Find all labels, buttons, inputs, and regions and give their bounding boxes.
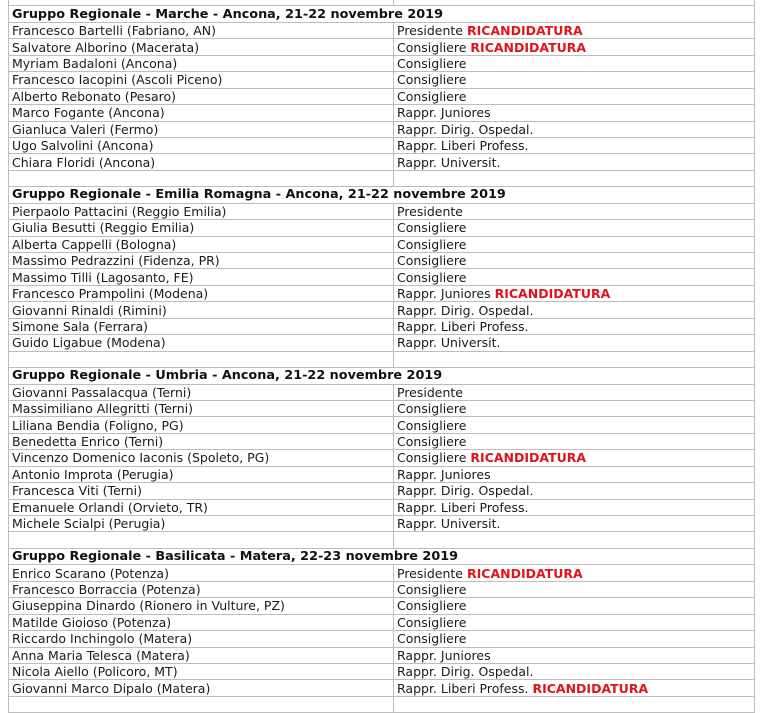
ricandidatura-badge: RICANDIDATURA xyxy=(470,450,587,466)
member-row xyxy=(9,22,755,38)
member-role: Rappr. Universit. xyxy=(397,335,501,351)
empty-cell xyxy=(9,351,394,367)
ricandidatura-badge: RICANDIDATURA xyxy=(532,680,649,696)
member-name: Simone Sala (Ferrara) xyxy=(9,318,394,334)
member-role-cell xyxy=(394,499,755,515)
group-header-row xyxy=(9,187,755,203)
member-name: Massimiliano Allegritti (Terni) xyxy=(9,400,394,416)
member-name: Pierpaolo Pattacini (Reggio Emilia) xyxy=(9,203,394,219)
member-row xyxy=(9,466,755,482)
member-role: Presidente xyxy=(397,384,463,400)
member-name: Emanuele Orlandi (Orvieto, TR) xyxy=(9,499,394,515)
member-row xyxy=(9,483,755,499)
member-row xyxy=(9,121,755,137)
member-name: Alberta Cappelli (Bologna) xyxy=(9,236,394,252)
member-row xyxy=(9,137,755,153)
member-name: Matilde Gioioso (Potenza) xyxy=(9,614,394,630)
spreadsheet xyxy=(8,0,754,713)
member-role-cell xyxy=(394,253,755,269)
member-name: Francesco Borraccia (Potenza) xyxy=(9,581,394,597)
member-row xyxy=(9,647,755,663)
member-row xyxy=(9,285,755,301)
board-members-table xyxy=(8,0,755,713)
member-role-cell xyxy=(394,384,755,400)
member-row xyxy=(9,614,755,630)
blank-row xyxy=(9,696,755,712)
empty-cell xyxy=(9,532,394,548)
member-row xyxy=(9,302,755,318)
blank-row xyxy=(9,351,755,367)
member-role-cell xyxy=(394,516,755,532)
member-role-cell xyxy=(394,72,755,88)
member-row xyxy=(9,631,755,647)
member-name: Ugo Salvolini (Ancona) xyxy=(9,137,394,153)
member-role: Consigliere xyxy=(397,434,467,450)
member-role: Rappr. Liberi Profess. xyxy=(397,138,529,154)
member-row xyxy=(9,516,755,532)
empty-cell xyxy=(9,696,394,712)
member-role: Consigliere xyxy=(397,39,467,55)
member-role: Consigliere xyxy=(397,417,467,433)
group-title: Gruppo Regionale - Marche - Ancona, 21-22 novembre 2019 xyxy=(9,6,755,22)
member-row xyxy=(9,400,755,416)
member-role-cell xyxy=(394,22,755,38)
member-name: Alberto Rebonato (Pesaro) xyxy=(9,88,394,104)
empty-cell xyxy=(394,351,755,367)
member-role-cell xyxy=(394,121,755,137)
member-name: Marco Fogante (Ancona) xyxy=(9,105,394,121)
member-name: Francesco Bartelli (Fabriano, AN) xyxy=(9,22,394,38)
member-role-cell xyxy=(394,302,755,318)
member-role-cell xyxy=(394,581,755,597)
member-role: Presidente xyxy=(397,203,463,219)
member-role-cell xyxy=(394,483,755,499)
member-role-cell xyxy=(394,631,755,647)
member-role: Presidente xyxy=(397,23,463,39)
member-row xyxy=(9,417,755,433)
empty-cell xyxy=(394,696,755,712)
member-role: Consigliere xyxy=(397,253,467,269)
ricandidatura-badge: RICANDIDATURA xyxy=(467,23,583,39)
member-row xyxy=(9,105,755,121)
blank-row xyxy=(9,170,755,186)
member-role: Consigliere xyxy=(397,581,467,597)
member-name: Massimo Pedrazzini (Fidenza, PR) xyxy=(9,253,394,269)
member-name: Francesco Prampolini (Modena) xyxy=(9,285,394,301)
member-row xyxy=(9,39,755,55)
member-name: Michele Scialpi (Perugia) xyxy=(9,516,394,532)
member-row xyxy=(9,236,755,252)
group-title: Gruppo Regionale - Basilicata - Matera, 22-23 novembre 2019 xyxy=(9,548,755,564)
member-row xyxy=(9,318,755,334)
member-row xyxy=(9,203,755,219)
member-role: Consigliere xyxy=(397,614,467,630)
member-row xyxy=(9,450,755,466)
group-title: Gruppo Regionale - Umbria - Ancona, 21-22 novembre 2019 xyxy=(9,368,755,384)
empty-cell xyxy=(394,532,755,548)
member-role-cell xyxy=(394,105,755,121)
member-name: Liliana Bendia (Foligno, PG) xyxy=(9,417,394,433)
member-role: Rappr. Juniores xyxy=(397,105,491,121)
member-name: Nicola Aiello (Policoro, MT) xyxy=(9,663,394,679)
member-role: Consigliere xyxy=(397,450,467,466)
member-name: Francesco Iacopini (Ascoli Piceno) xyxy=(9,72,394,88)
member-role-cell xyxy=(394,417,755,433)
member-name: Anna Maria Telesca (Matera) xyxy=(9,647,394,663)
member-row xyxy=(9,269,755,285)
member-name: Enrico Scarano (Potenza) xyxy=(9,565,394,581)
member-row xyxy=(9,220,755,236)
member-row xyxy=(9,598,755,614)
member-role: Consigliere xyxy=(397,88,467,104)
member-role-cell xyxy=(394,450,755,466)
member-role: Consigliere xyxy=(397,236,467,252)
member-row xyxy=(9,680,755,696)
member-name: Antonio Improta (Perugia) xyxy=(9,466,394,482)
member-role: Consigliere xyxy=(397,598,467,614)
member-role-cell xyxy=(394,203,755,219)
ricandidatura-badge: RICANDIDATURA xyxy=(470,39,587,55)
member-row xyxy=(9,253,755,269)
member-role-cell xyxy=(394,154,755,170)
member-row xyxy=(9,565,755,581)
member-role: Consigliere xyxy=(397,220,467,236)
member-name: Massimo Tilli (Lagosanto, FE) xyxy=(9,269,394,285)
member-role: Rappr. Universit. xyxy=(397,154,501,170)
member-role: Rappr. Dirig. Ospedal. xyxy=(397,664,534,680)
member-row xyxy=(9,154,755,170)
member-role-cell xyxy=(394,137,755,153)
member-row xyxy=(9,433,755,449)
member-name: Vincenzo Domenico Iaconis (Spoleto, PG) xyxy=(9,450,394,466)
ricandidatura-badge: RICANDIDATURA xyxy=(467,565,583,581)
group-header-row xyxy=(9,368,755,384)
member-name: Guido Ligabue (Modena) xyxy=(9,335,394,351)
member-role-cell xyxy=(394,433,755,449)
group-header-row xyxy=(9,6,755,22)
member-name: Benedetta Enrico (Terni) xyxy=(9,433,394,449)
member-role-cell xyxy=(394,466,755,482)
member-row xyxy=(9,499,755,515)
member-row xyxy=(9,72,755,88)
member-name: Giovanni Marco Dipalo (Matera) xyxy=(9,680,394,696)
member-name: Salvatore Alborino (Macerata) xyxy=(9,39,394,55)
member-role: Presidente xyxy=(397,565,463,581)
member-row xyxy=(9,335,755,351)
member-role-cell xyxy=(394,598,755,614)
member-role-cell xyxy=(394,565,755,581)
member-name: Gianluca Valeri (Fermo) xyxy=(9,121,394,137)
empty-cell xyxy=(9,170,394,186)
member-name: Giuseppina Dinardo (Rionero in Vulture, PZ) xyxy=(9,598,394,614)
member-role: Rappr. Liberi Profess. xyxy=(397,499,529,515)
member-role-cell xyxy=(394,55,755,71)
member-role-cell xyxy=(394,220,755,236)
member-name: Francesca Viti (Terni) xyxy=(9,483,394,499)
member-role: Rappr. Liberi Profess. xyxy=(397,318,529,334)
member-role: Rappr. Dirig. Ospedal. xyxy=(397,483,534,499)
member-name: Giulia Besutti (Reggio Emilia) xyxy=(9,220,394,236)
member-role-cell xyxy=(394,318,755,334)
member-row xyxy=(9,581,755,597)
member-role: Rappr. Juniores xyxy=(397,286,491,302)
member-role: Consigliere xyxy=(397,72,467,88)
member-role: Consigliere xyxy=(397,269,467,285)
member-role-cell xyxy=(394,663,755,679)
member-row xyxy=(9,384,755,400)
blank-row xyxy=(9,532,755,548)
group-title: Gruppo Regionale - Emilia Romagna - Ancona, 21-22 novembre 2019 xyxy=(9,187,755,203)
member-role: Rappr. Universit. xyxy=(397,516,501,532)
member-role: Rappr. Dirig. Ospedal. xyxy=(397,302,534,318)
member-role-cell xyxy=(394,236,755,252)
member-role-cell xyxy=(394,647,755,663)
member-name: Giovanni Rinaldi (Rimini) xyxy=(9,302,394,318)
member-role-cell xyxy=(394,614,755,630)
member-name: Giovanni Passalacqua (Terni) xyxy=(9,384,394,400)
member-role: Rappr. Dirig. Ospedal. xyxy=(397,121,534,137)
member-role: Rappr. Liberi Profess. xyxy=(397,680,529,696)
member-row xyxy=(9,55,755,71)
member-role-cell xyxy=(394,680,755,696)
member-role: Consigliere xyxy=(397,631,467,647)
member-role-cell xyxy=(394,39,755,55)
member-role: Consigliere xyxy=(397,55,467,71)
member-name: Chiara Floridi (Ancona) xyxy=(9,154,394,170)
ricandidatura-badge: RICANDIDATURA xyxy=(494,286,611,302)
member-role-cell xyxy=(394,285,755,301)
member-role: Rappr. Juniores xyxy=(397,466,491,482)
member-role-cell xyxy=(394,335,755,351)
member-row xyxy=(9,663,755,679)
member-role: Rappr. Juniores xyxy=(397,647,491,663)
member-role: Consigliere xyxy=(397,401,467,417)
group-header-row xyxy=(9,548,755,564)
member-name: Riccardo Inchingolo (Matera) xyxy=(9,631,394,647)
member-role-cell xyxy=(394,88,755,104)
empty-cell xyxy=(394,170,755,186)
member-row xyxy=(9,88,755,104)
member-role-cell xyxy=(394,269,755,285)
member-name: Myriam Badaloni (Ancona) xyxy=(9,55,394,71)
member-role-cell xyxy=(394,400,755,416)
